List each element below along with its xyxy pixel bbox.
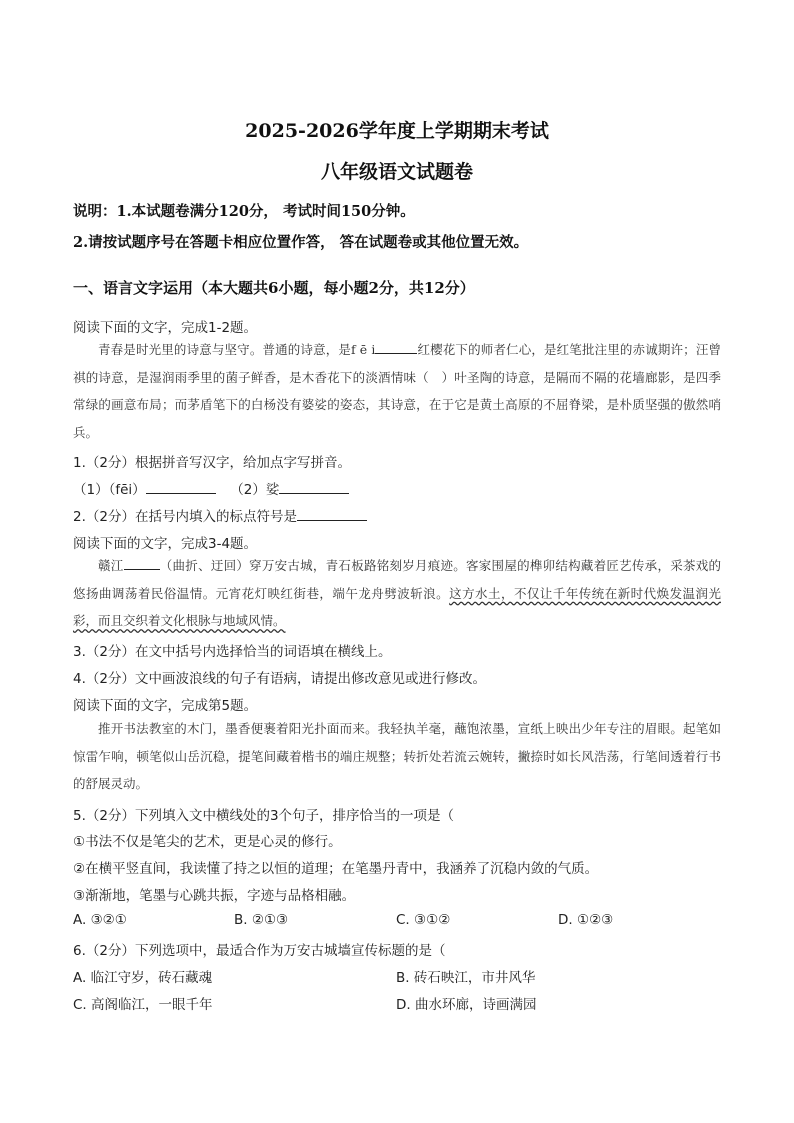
- passage-2-text: [73, 552, 721, 635]
- passage-2-text-a: 赣江: [98, 558, 124, 573]
- passage-1-text-b: 红樱花下的师者仁心，是红笔批注里的赤诚期许；汪曾祺的诗意，是湿润雨季里的菌子鲜香，是木香花下的淡酒情味（ ）叶圣陶的诗意，是隔而不隔的花墙廊影，是四季常绿的画意布局；而茅盾笔下的白杨没有婆娑的姿态，其诗意，在于它是黄土高原的不屈脊梁，是朴质坚强的傲然哨兵。: [73, 342, 721, 440]
- question-1-blank-2: [279, 479, 349, 494]
- passage-1-text-a: 青春是时光里的诗意与坚守。普通的诗意，是f ē i: [98, 342, 376, 357]
- section-heading: 一、语言文字运用（本大题共6小题，每小题2分，共12分）: [73, 279, 475, 297]
- question-5-option-a: A. ③②①: [73, 912, 127, 928]
- question-5-option-c: C. ③①②: [396, 912, 451, 928]
- question-1-part-2: （2）娑: [230, 482, 280, 498]
- passage-3-text: 推开书法教室的木门，墨香便裹着阳光扑面而来。我轻执羊毫，蘸饱浓墨，宣纸上映出少年专注的眉眼。起笔如惊雷乍响，顿笔似山岳沉稳，提笔间藏着楷书的端庄规整；转折处若流云婉转，撇捺时如长风浩荡，行笔间透着行书的舒展灵动。: [73, 721, 721, 791]
- question-2-text: 2.（2分）在括号内填入的标点符号是: [73, 509, 297, 525]
- exam-title: 2025-2026学年度上学期期末考试: [245, 120, 549, 142]
- question-1-blank-1: [146, 479, 216, 494]
- question-6-option-c: C. 高阁临江，一眼千年: [73, 997, 213, 1013]
- question-1-parts: [73, 478, 349, 498]
- question-5-sentence-1: ①书法不仅是笔尖的艺术，更是心灵的修行。: [73, 834, 342, 850]
- question-5-sentence-3: ③渐渐地，笔墨与心跳共振，字迹与品格相融。: [73, 888, 356, 904]
- exam-subtitle: 八年级语文试题卷: [320, 161, 473, 183]
- question-5-sentence-2: ②在横平竖直间，我读懂了持之以恒的道理；在笔墨丹青中，我涵养了沉稳内敛的气质。: [73, 861, 599, 877]
- passage-2-intro: 阅读下面的文字，完成3-4题。: [73, 536, 258, 552]
- passage-2-wavy-sentence: 这方水土，不仅让千年传统在新时代焕发温润光彩，而且交织着文化根脉与地域风情。: [73, 585, 721, 628]
- question-6-option-a: A. 临江守岁，砖石藏魂: [73, 970, 213, 986]
- instruction-line-1: 说明：1.本试题卷满分120分， 考试时间150分钟。: [73, 203, 415, 220]
- question-1-stem: 1.（2分）根据拼音写汉字，给加点字写拼音。: [73, 455, 351, 471]
- question-2-stem: [73, 505, 367, 525]
- question-5-option-b: B. ②①③: [234, 912, 289, 928]
- question-4-stem: 4.（2分）文中画波浪线的句子有语病，请提出修改意见或进行修改。: [73, 671, 486, 687]
- question-6-option-b: B. 砖石映江，市井风华: [396, 970, 536, 986]
- passage-1-blank: [375, 339, 417, 354]
- instruction-line-2: 2.请按试题序号在答题卡相应位置作答， 答在试题卷或其他位置无效。: [73, 234, 529, 251]
- question-3-stem: 3.（2分）在文中括号内选择恰当的词语填在横线上。: [73, 644, 392, 660]
- question-6-option-d: D. 曲水环廊，诗画满园: [396, 997, 537, 1013]
- question-5-option-d: D. ①②③: [558, 912, 614, 928]
- question-5-stem: 5.（2分）下列填入文中横线处的3个句子，排序恰当的一项是（: [73, 808, 455, 824]
- passage-3-intro: 阅读下面的文字，完成第5题。: [73, 698, 258, 714]
- question-6-stem: 6.（2分）下列选项中，最适合作为万安古城墙宣传标题的是（: [73, 943, 446, 959]
- question-2-blank: [297, 506, 367, 521]
- question-1-part-1: （1）（fēi）: [73, 482, 146, 498]
- passage-1-intro: 阅读下面的文字，完成1-2题。: [73, 320, 258, 336]
- passage-2-text-b: （曲折、迂回）穿万安古城，青石板路铭刻岁月痕迹。客家围屋的榫卯结构藏着匠艺传承，采茶戏的悠扬曲调荡着民俗温情。元宵花灯映红街巷，端午龙舟劈波斩浪。: [73, 558, 721, 601]
- passage-2-blank: [124, 555, 160, 570]
- passage-1-text: [73, 336, 721, 446]
